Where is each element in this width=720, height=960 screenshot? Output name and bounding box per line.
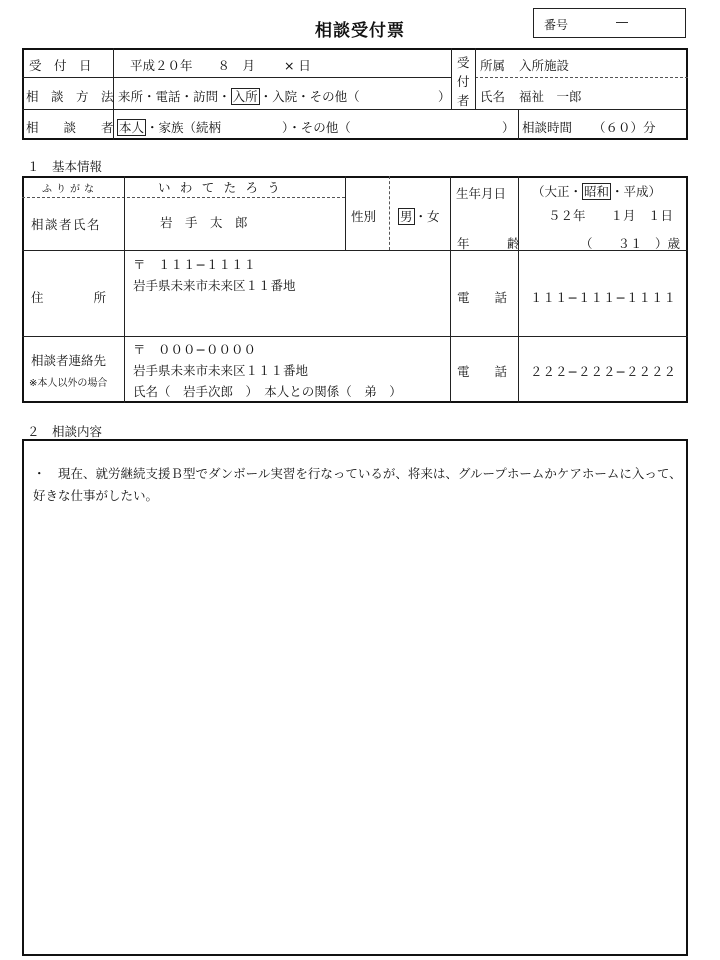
gender-male: 男	[400, 209, 413, 224]
reception-date-label: 受 付 日	[29, 58, 92, 73]
receiver-name-value: 福祉 一郎	[519, 89, 582, 104]
birth-date: ５２年 １月 １日	[548, 208, 674, 223]
affiliation-label: 所属	[480, 58, 506, 73]
reception-date-value: 平成２０年 ８ 月 × 日	[130, 58, 311, 73]
birth-era	[532, 182, 661, 200]
consult-method-options: 来所・電話・訪問・ 入所 ・入院・その他（	[118, 89, 360, 104]
method-option-other: その他（	[309, 89, 360, 104]
contact-name: 氏名（ 岩手次郎 ） 本人との関係（ 弟 ）	[133, 384, 402, 399]
consultation-box	[22, 439, 688, 956]
consultation-content: ・ 現在、就労継続支援Ｂ型でダンボール実習を行なっているが、将来は、グループホームかケアホームに入って、好きな仕事がしたい。	[33, 466, 682, 503]
method-option-raisho: 来所	[118, 89, 144, 104]
client-name-label: 相談者氏名	[31, 217, 102, 232]
era-close: ・平成）	[611, 184, 662, 199]
number-label: 番号	[544, 18, 569, 32]
number-value: ―	[616, 15, 628, 29]
era-showa: 昭和	[584, 184, 610, 199]
contact-address: 岩手県未来市未来区１１１番地	[133, 363, 309, 378]
consultation-heading: ２ 相談内容	[27, 424, 103, 439]
address-line: 岩手県未来市未来区１１番地	[133, 278, 296, 293]
duration-label: 相談時間	[522, 120, 573, 135]
method-option-hospital: 入院	[272, 89, 298, 104]
contact-phone-value: ２２２−２２２−２２２２	[530, 364, 676, 379]
client-name-value: 岩 手 太 郎	[160, 215, 248, 230]
duration-value: （６０）分	[593, 120, 656, 135]
consult-method-label: 相 談 方 法	[26, 89, 114, 104]
receiver-label-2: 付	[457, 74, 470, 89]
consultant-close: ）	[502, 120, 515, 135]
furigana-label: ふりがな	[42, 184, 98, 195]
furigana-value: いわてたろう	[158, 180, 290, 195]
address-postal: 〒 １１１−１１１１	[133, 257, 256, 272]
phone-value: １１１−１１１−１１１１	[530, 290, 676, 305]
era-open: （大正・	[532, 184, 583, 199]
consultant-label: 相 談 者	[26, 120, 114, 135]
birth-label: 生年月日	[456, 186, 507, 201]
contact-note: ※本人以外の場合	[29, 378, 108, 389]
method-option-admission: 入所	[232, 89, 258, 104]
gender-options	[398, 207, 440, 225]
address-label: 住 所	[31, 290, 107, 305]
age-label: 年 齢	[457, 236, 520, 251]
receiver-name-label: 氏名	[480, 89, 506, 104]
receiver-label-3: 者	[457, 93, 470, 108]
consult-method-close: ）	[438, 89, 451, 104]
number-box	[533, 8, 686, 38]
gender-female: ・女	[414, 209, 440, 224]
contact-postal: 〒 ０００−００００	[133, 342, 256, 357]
age-value: （ ３１ ）歳	[580, 236, 681, 251]
consultant-self: 本人	[119, 120, 145, 135]
method-option-phone: 電話	[155, 89, 181, 104]
consultant-family: ・家族（続柄	[146, 120, 222, 135]
receiver-label-1: 受	[457, 55, 470, 70]
phone-label: 電 話	[457, 290, 508, 305]
method-option-visit: 訪問	[193, 89, 219, 104]
contact-phone-label: 電 話	[457, 364, 508, 379]
consultant-other: ）・その他（	[282, 120, 351, 135]
consultant-options	[117, 118, 221, 136]
gender-label: 性別	[351, 209, 377, 224]
affiliation-value: 入所施設	[519, 58, 570, 73]
contact-label: 相談者連絡先	[31, 353, 107, 368]
document-title: 相談受付票	[315, 21, 405, 41]
basic-info-heading: １ 基本情報	[27, 159, 103, 174]
